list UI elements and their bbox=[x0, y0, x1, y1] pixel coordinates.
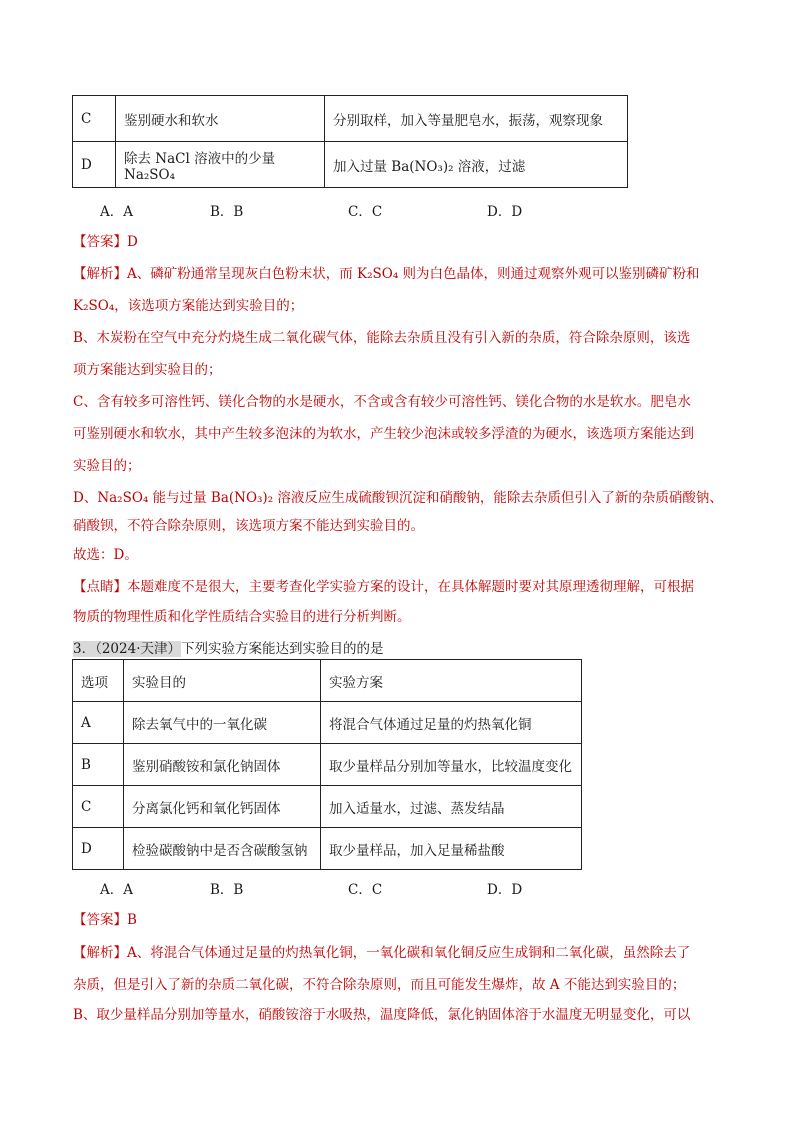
comment-1-line-1 bbox=[73, 575, 694, 595]
purpose-cell: 除去氧气中的一氧化碳 bbox=[124, 702, 321, 744]
choice-b: B．B bbox=[210, 204, 244, 220]
option-cell: C bbox=[73, 786, 124, 828]
purpose-cell: 鉴别硬水和软水 bbox=[116, 96, 325, 142]
plan-cell: 取少量样品，加入足量稀盐酸 bbox=[321, 828, 582, 870]
table-header-row bbox=[73, 660, 582, 702]
analysis-1-line-1 bbox=[73, 262, 700, 282]
analysis-1-line-3: B、木炭粉在空气中充分灼烧生成二氧化碳气体，能除去杂质且没有引入新的杂质，符合除杂原则，该选 bbox=[73, 330, 691, 346]
plan-cell: 取少量样品分别加等量水，比较温度变化 bbox=[321, 744, 582, 786]
analysis-text: A、磷矿粉通常呈现灰白色粉末状，而 K₂SO₄ 则为白色晶体，则通过观察外观可以鉴别磷矿粉和 bbox=[127, 266, 700, 282]
purpose-cell: 鉴别硝酸铵和氯化钠固体 bbox=[124, 744, 321, 786]
question-source: （2024·天津） bbox=[95, 641, 181, 657]
analysis-1-line-10: 故选：D。 bbox=[73, 547, 138, 563]
purpose-cell: 除去 NaCl 溶液中的少量 Na₂SO₄ bbox=[116, 142, 325, 188]
choice-d: D．D bbox=[487, 204, 523, 220]
analysis-1-line-5: C、含有较多可溶性钙、镁化合物的水是硬水，不含或含有较少可溶性钙、镁化合物的水是软水。肥皂水 bbox=[73, 394, 691, 410]
analysis-1-line-6: 可鉴别硬水和软水，其中产生较多泡沫的为软水，产生较少泡沫或较多浮渣的为硬水，该选项方案能达到 bbox=[73, 426, 694, 442]
option-cell: A bbox=[73, 702, 124, 744]
header-plan: 实验方案 bbox=[321, 660, 582, 702]
analysis-1-line-4: 项方案能达到实验目的； bbox=[73, 362, 222, 378]
option-cell: D bbox=[73, 142, 116, 188]
analysis-1-line-9: 硝酸钡，不符合除杂原则，该选项方案不能达到实验目的。 bbox=[73, 518, 424, 534]
option-cell: C bbox=[73, 96, 116, 142]
answer-tag: 【答案】 bbox=[73, 912, 127, 928]
plan-cell: 加入适量水，过滤、蒸发结晶 bbox=[321, 786, 582, 828]
plan-cell: 将混合气体通过足量的灼热氧化铜 bbox=[321, 702, 582, 744]
analysis-2-line-1 bbox=[73, 941, 690, 961]
table-row bbox=[73, 828, 582, 870]
analysis-1-line-2: K₂SO₄，该选项方案能达到实验目的； bbox=[73, 298, 304, 314]
analysis-text: A、将混合气体通过足量的灼热氧化铜，一氧化碳和氧化铜反应生成铜和二氧化碳，虽然除去了 bbox=[127, 945, 691, 961]
choice-c: C．C bbox=[348, 882, 383, 898]
choice-d: D．D bbox=[487, 882, 523, 898]
choice-a: A．A bbox=[100, 204, 133, 220]
header-purpose: 实验目的 bbox=[124, 660, 321, 702]
question-number-source bbox=[73, 641, 181, 657]
table-row bbox=[73, 142, 628, 188]
answer-1 bbox=[73, 230, 138, 250]
plan-cell: 分别取样，加入等量肥皂水，振荡，观察现象 bbox=[325, 96, 628, 142]
analysis-1-line-8: D、Na₂SO₄ 能与过量 Ba(NO₃)₂ 溶液反应生成硫酸钡沉淀和硝酸钠，能除去杂质但引入了新的杂质硝酸钠、 bbox=[73, 490, 723, 506]
choice-b: B．B bbox=[210, 882, 244, 898]
option-cell: D bbox=[73, 828, 124, 870]
answer-tag: 【答案】 bbox=[73, 234, 127, 250]
question-2-options-table bbox=[72, 95, 628, 188]
question-3-table bbox=[72, 659, 582, 870]
question-number: 3． bbox=[73, 641, 96, 657]
analysis-2-line-3: B、取少量样品分别加等量水，硝酸铵溶于水吸热，温度降低，氯化钠固体溶于水温度无明显变化，可以 bbox=[73, 1007, 691, 1023]
table-row bbox=[73, 96, 628, 142]
comment-1-line-2: 物质的物理性质和化学性质结合实验目的进行分析判断。 bbox=[73, 609, 411, 625]
analysis-1-line-7: 实验目的； bbox=[73, 458, 141, 474]
option-cell: B bbox=[73, 744, 124, 786]
comment-tag: 【点睛】 bbox=[73, 579, 127, 595]
table-row bbox=[73, 702, 582, 744]
answer-2 bbox=[73, 908, 137, 928]
table-row bbox=[73, 744, 582, 786]
choice-a: A．A bbox=[100, 882, 133, 898]
question-text: 下列实验方案能达到实验目的的是 bbox=[181, 641, 384, 657]
header-option: 选项 bbox=[73, 660, 124, 702]
analysis-tag: 【解析】 bbox=[73, 266, 127, 282]
answer-value: B bbox=[127, 912, 137, 928]
purpose-cell: 分离氯化钙和氧化钙固体 bbox=[124, 786, 321, 828]
comment-text: 本题难度不是很大，主要考查化学实验方案的设计，在具体解题时要对其原理透彻理解，可根据 bbox=[127, 579, 694, 595]
plan-cell: 加入过量 Ba(NO₃)₂ 溶液，过滤 bbox=[325, 142, 628, 188]
analysis-2-line-2: 杂质，但是引入了新的杂质二氧化碳，不符合除杂原则，而且可能发生爆炸，故 A 不能达到实验目的； bbox=[73, 977, 686, 993]
table-row bbox=[73, 786, 582, 828]
answer-value: D bbox=[127, 234, 138, 250]
question-3-stem bbox=[73, 637, 384, 657]
analysis-tag: 【解析】 bbox=[73, 945, 127, 961]
choice-c: C．C bbox=[348, 204, 383, 220]
purpose-cell: 检验碳酸钠中是否含碳酸氢钠 bbox=[124, 828, 321, 870]
